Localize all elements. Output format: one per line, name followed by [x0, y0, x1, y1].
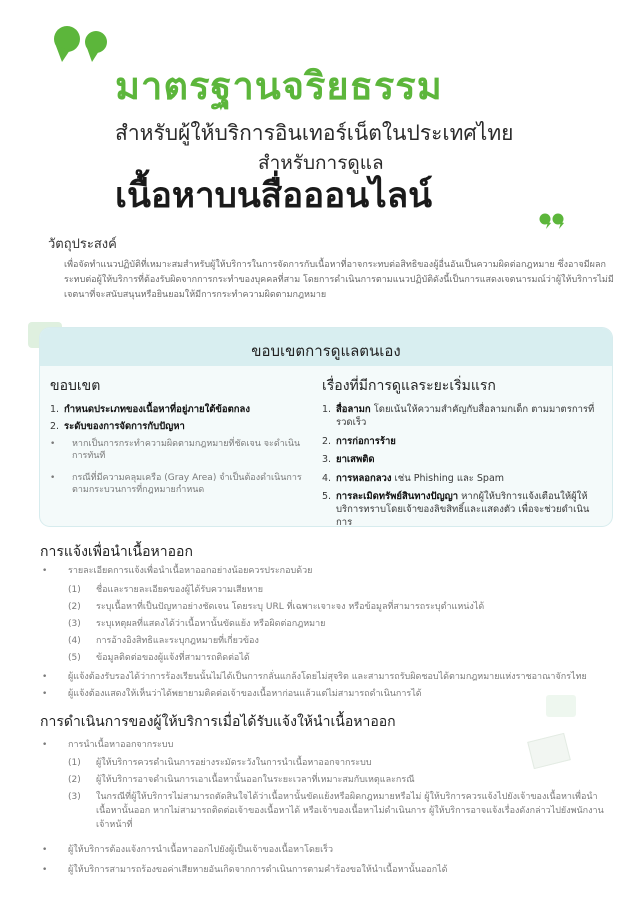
scope-right-item-1: 1. สื่อลามก โดยเน้นให้ความสำคัญกับสื่อลามกเด็ก ตามมาตรการที่รวดเร็ว [322, 404, 595, 428]
scope-left-bullet-2: • กรณีที่มีความคลุมเครือ (Gray Area) จำเป็นต้องดำเนินการตามกระบวนการที่กฎหมายกำหนด [50, 473, 302, 495]
notify-item-2: (2) ระบุเนื้อหาที่เป็นปัญหาอย่างชัดเจน โดยระบุ URL ที่เฉพาะเจาะจง หรือข้อมูลที่สามารถระบุตำแหน่งได้ [68, 602, 485, 612]
action-item-1: (1) ผู้ให้บริการควรดำเนินการอย่างระมัดระวังในการนำเนื้อหาออกจากระบบ [68, 758, 372, 768]
scope-left-bullet-1: • หากเป็นการกระทำความผิดตามกฎหมายที่ชัดเจน จะดำเนินการทันที [50, 439, 301, 461]
scope-left-heading: ขอบเขต [50, 378, 101, 394]
quote-marks-small-icon [538, 212, 566, 230]
scope-left-item-1: 1. กำหนดประเภทของเนื้อหาที่อยู่ภายใต้ข้อตกลง [50, 404, 250, 415]
scope-right-item-3: 3. ยาเสพติด [322, 454, 375, 465]
notify-item-4: (4) การอ้างอิงสิทธิและระบุกฎหมายที่เกี่ยวข้อง [68, 636, 259, 646]
page-subtitle: สำหรับผู้ให้บริการอินเทอร์เน็ตในประเทศไทย [115, 121, 514, 145]
scope-left-item-2: 2. ระดับของการจัดการกับปัญหา [50, 421, 185, 432]
action-item-2: (2) ผู้ให้บริการอาจดำเนินการเอาเนื้อหานั้นออกในระยะเวลาที่เหมาะสมกับเหตุและกรณี [68, 775, 415, 785]
action-bullet-1: • การนำเนื้อหาออกจากระบบ [42, 740, 174, 750]
scope-right-heading: เรื่องที่มีการดูแลระยะเริ่มแรก [322, 378, 496, 394]
notify-bullet-1: • รายละเอียดการแจ้งเพื่อนำเนื้อหาออกอย่างน้อยควรประกอบด้วย [42, 566, 313, 576]
notify-item-5: (5) ข้อมูลติดต่อของผู้แจ้งที่สามารถติดต่อได้ [68, 653, 250, 663]
action-bullet-2: • ผู้ให้บริการต้องแจ้งการนำเนื้อหาออกไปยังผู้เป็นเจ้าของเนื้อหาโดยเร็ว [42, 845, 334, 855]
objective-heading: วัตถุประสงค์ [48, 237, 117, 252]
action-item-3: (3) ในกรณีที่ผู้ให้บริการไม่สามารถตัดสินใจได้ว่าเนื้อหานั้นขัดแย้งหรือผิดกฎหมายหรือไม่ ผู้ให้บริการควรแจ้งไปยังเจ้าของเนื้อหาเพื่อนำเนื้อหานั้นออก หากไม่สามารถติดต่อเจ้าของเนื้อหาได้ หรือเจ้าของเนื้อหาไม่ดำเนินการ ผู้ให้บริการอาจแจ้งเรื่องดังกล่าวไปยังพนักงานเจ้าหน้าที่ [68, 792, 604, 830]
notify-bullet-3: • ผู้แจ้งต้องแสดงให้เห็นว่าได้พยายามติดต่อเจ้าของเนื้อหาก่อนแล้วแต่ไม่สามารถดำเนินการได้ [42, 689, 422, 699]
scope-right-item-4: 4. การหลอกลวง เช่น Phishing และ Spam [322, 473, 505, 484]
action-bullet-3: • ผู้ให้บริการสามารถร้องขอค่าเสียหายอันเกิดจากการดำเนินการตามคำร้องขอให้นำเนื้อหานั้นออกได้ [42, 865, 448, 875]
quote-marks-icon [50, 22, 120, 66]
notify-section-title: การแจ้งเพื่อนำเนื้อหาออก [40, 544, 193, 560]
page-subtitle-3: เนื้อหาบนสื่อออนไลน์ [115, 176, 433, 216]
notify-item-3: (3) ระบุเหตุผลที่แสดงได้ว่าเนื้อหานั้นขัดแย้ง หรือผิดต่อกฎหมาย [68, 619, 326, 629]
scope-right-item-5: 5. การละเมิดทรัพย์สินทางปัญญา หากผู้ให้บริการแจ้งเตือนให้ผู้ให้บริการทราบโดยเจ้าของลิขสิทธิ์และแสดงตัว เพื่อจะช่วยดำเนินการ [322, 491, 590, 528]
envelope-decoration [546, 695, 576, 717]
notify-item-1: (1) ชื่อและรายละเอียดของผู้ได้รับความเสียหาย [68, 585, 264, 595]
scope-title: ขอบเขตการดูแลตนเอง [251, 342, 401, 360]
notify-bullet-2: • ผู้แจ้งต้องรับรองได้ว่าการร้องเรียนนั้นไม่ได้เป็นการกลั่นแกล้งโดยไม่สุจริต และสามารถรับผิดชอบได้ตามกฎหมายแห่งราชอาณาจักรไทย [42, 672, 587, 682]
page-title: มาตรฐานจริยธรรม [115, 64, 443, 108]
action-section-title: การดำเนินการของผู้ให้บริการเมื่อได้รับแจ้งให้นำเนื้อหาออก [40, 714, 396, 730]
objective-text: เพื่อจัดทำแนวปฏิบัติที่เหมาะสมสำหรับผู้ให้บริการในการจัดการกับเนื้อหาที่อาจกระทบต่อสิทธิของผู้อื่นอันเป็นความผิดต่อกฎหมาย ซึ่งอาจมีผลกระทบต่อผู้ให้บริการที่ต้องรับผิดจากการกระทำของบุคคลที่สาม โดยการดำเนินการตามแนวปฏิบัติดังนี้เป็นการแสดงเจตนารมณ์ว่าผู้ให้บริการไม่มีเจตนาที่จะสนับสนุนหรือยินยอมให้มีการกระทำความผิดตามกฎหมาย [64, 260, 614, 300]
scope-right-item-2: 2. การก่อการร้าย [322, 436, 396, 447]
page-subtitle-2: สำหรับการดูแล [258, 152, 384, 174]
